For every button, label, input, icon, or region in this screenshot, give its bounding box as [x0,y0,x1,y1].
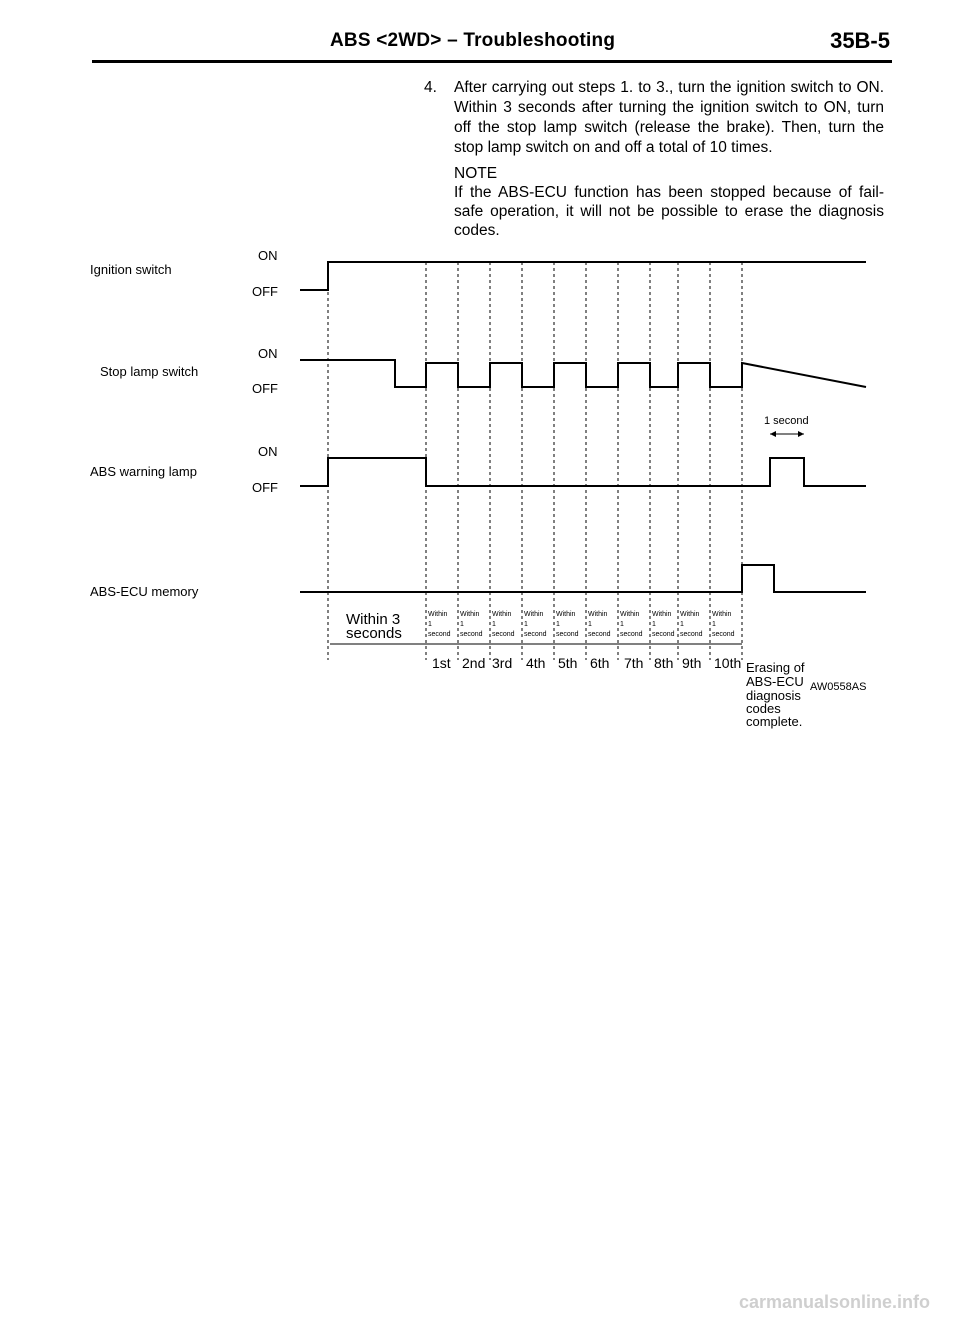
within-1-label-10: Within [712,611,732,618]
count-label-3: 3rd [492,655,513,671]
within-1-label-5: Within [556,611,576,618]
erasing-line-4: codes [746,701,781,716]
on-label-1: ON [258,248,278,263]
within-1-num-7: 1 [620,621,624,628]
within-1-unit-6: second [588,631,611,638]
off-label-1: OFF [252,284,278,299]
time-gridlines [328,262,742,660]
ignition-switch-wave [300,262,866,290]
section-title: ABS <2WD> – Troubleshooting [330,30,616,51]
signal-label-4: ABS-ECU memory [90,584,199,599]
count-label-2: 2nd [462,655,486,671]
signal-label-2: Stop lamp switch [100,364,199,379]
count-label-1: 1st [432,655,451,671]
within-1-unit-1: second [428,631,451,638]
count-label-7: 7th [624,655,644,671]
within-1-unit-5: second [556,631,579,638]
erasing-line-2: ABS-ECU [746,674,804,689]
within-1-unit-3: second [492,631,515,638]
within-1-num-6: 1 [588,621,592,628]
within-1-num-4: 1 [524,621,528,628]
within-1-num-9: 1 [680,621,684,628]
step-number: 4. [424,79,437,96]
watermark: carmanualsonline.info [738,1292,930,1312]
within-1-label-9: Within [680,611,700,618]
header-divider [92,60,892,63]
within-1-unit-4: second [524,631,547,638]
on-label-2: ON [258,346,278,361]
within-1-label-7: Within [620,611,640,618]
signal-label-3: ABS warning lamp [90,464,197,479]
note-block [454,164,884,240]
erasing-line-1: Erasing of [746,660,805,675]
signal-labels [90,248,278,599]
within-3-seconds-label: seconds [346,625,402,642]
within-1-num-3: 1 [492,621,496,628]
within-1-unit-9: second [680,631,703,638]
within-1-label-8: Within [652,611,672,618]
within-3-label: Within 3 [346,611,401,628]
within-1-num-10: 1 [712,621,716,628]
count-label-10: 10th [714,655,742,671]
erasing-line-5: complete. [746,714,803,729]
count-label-5: 5th [558,655,578,671]
timing-annotations [330,415,866,729]
within-1-unit-7: second [620,631,643,638]
within-1-num-1: 1 [428,621,432,628]
within-1-num-5: 1 [556,621,560,628]
note-text: If the ABS-ECU function has been stopped because of fail-safe operation, it will not be possible to erase the diagnosis codes. [454,184,884,239]
within-1-unit-2: second [460,631,483,638]
procedure-step [424,78,884,158]
count-label-8: 8th [654,655,674,671]
signal-label-1: Ignition switch [90,262,172,277]
figure-id: AW0558AS [810,681,867,693]
within-1-unit-10: second [712,631,735,638]
timing-diagram [0,240,960,760]
count-label-6: 6th [590,655,610,671]
off-label-3: OFF [252,480,278,495]
within-1-num-2: 1 [460,621,464,628]
waveforms [300,262,866,592]
on-label-3: ON [258,444,278,459]
abs-ecu-memory-wave [300,565,866,592]
within-1-num-8: 1 [652,621,656,628]
within-1-label-4: Within [524,611,544,618]
within-1-label-3: Within [492,611,512,618]
page-number: 35B-5 [830,28,890,53]
within-1-label-6: Within [588,611,608,618]
count-label-4: 4th [526,655,546,671]
erasing-line-3: diagnosis [746,688,801,703]
off-label-2: OFF [252,381,278,396]
within-1-unit-8: second [652,631,675,638]
one-second-label: 1 second [764,415,809,427]
count-label-9: 9th [682,655,702,671]
stop-lamp-switch-wave [300,360,866,387]
within-1-label-1: Within [428,611,448,618]
step-text: After carrying out steps 1. to 3., turn the ignition switch to ON. Within 3 seconds after turning the ignition switch to ON, turn off the stop lamp switch (release the brake). Then, turn the stop lamp switch on and off a total of 10 times. [454,79,884,156]
note-heading: NOTE [454,165,498,182]
abs-warning-lamp-wave [300,458,866,486]
within-1-label-2: Within [460,611,480,618]
